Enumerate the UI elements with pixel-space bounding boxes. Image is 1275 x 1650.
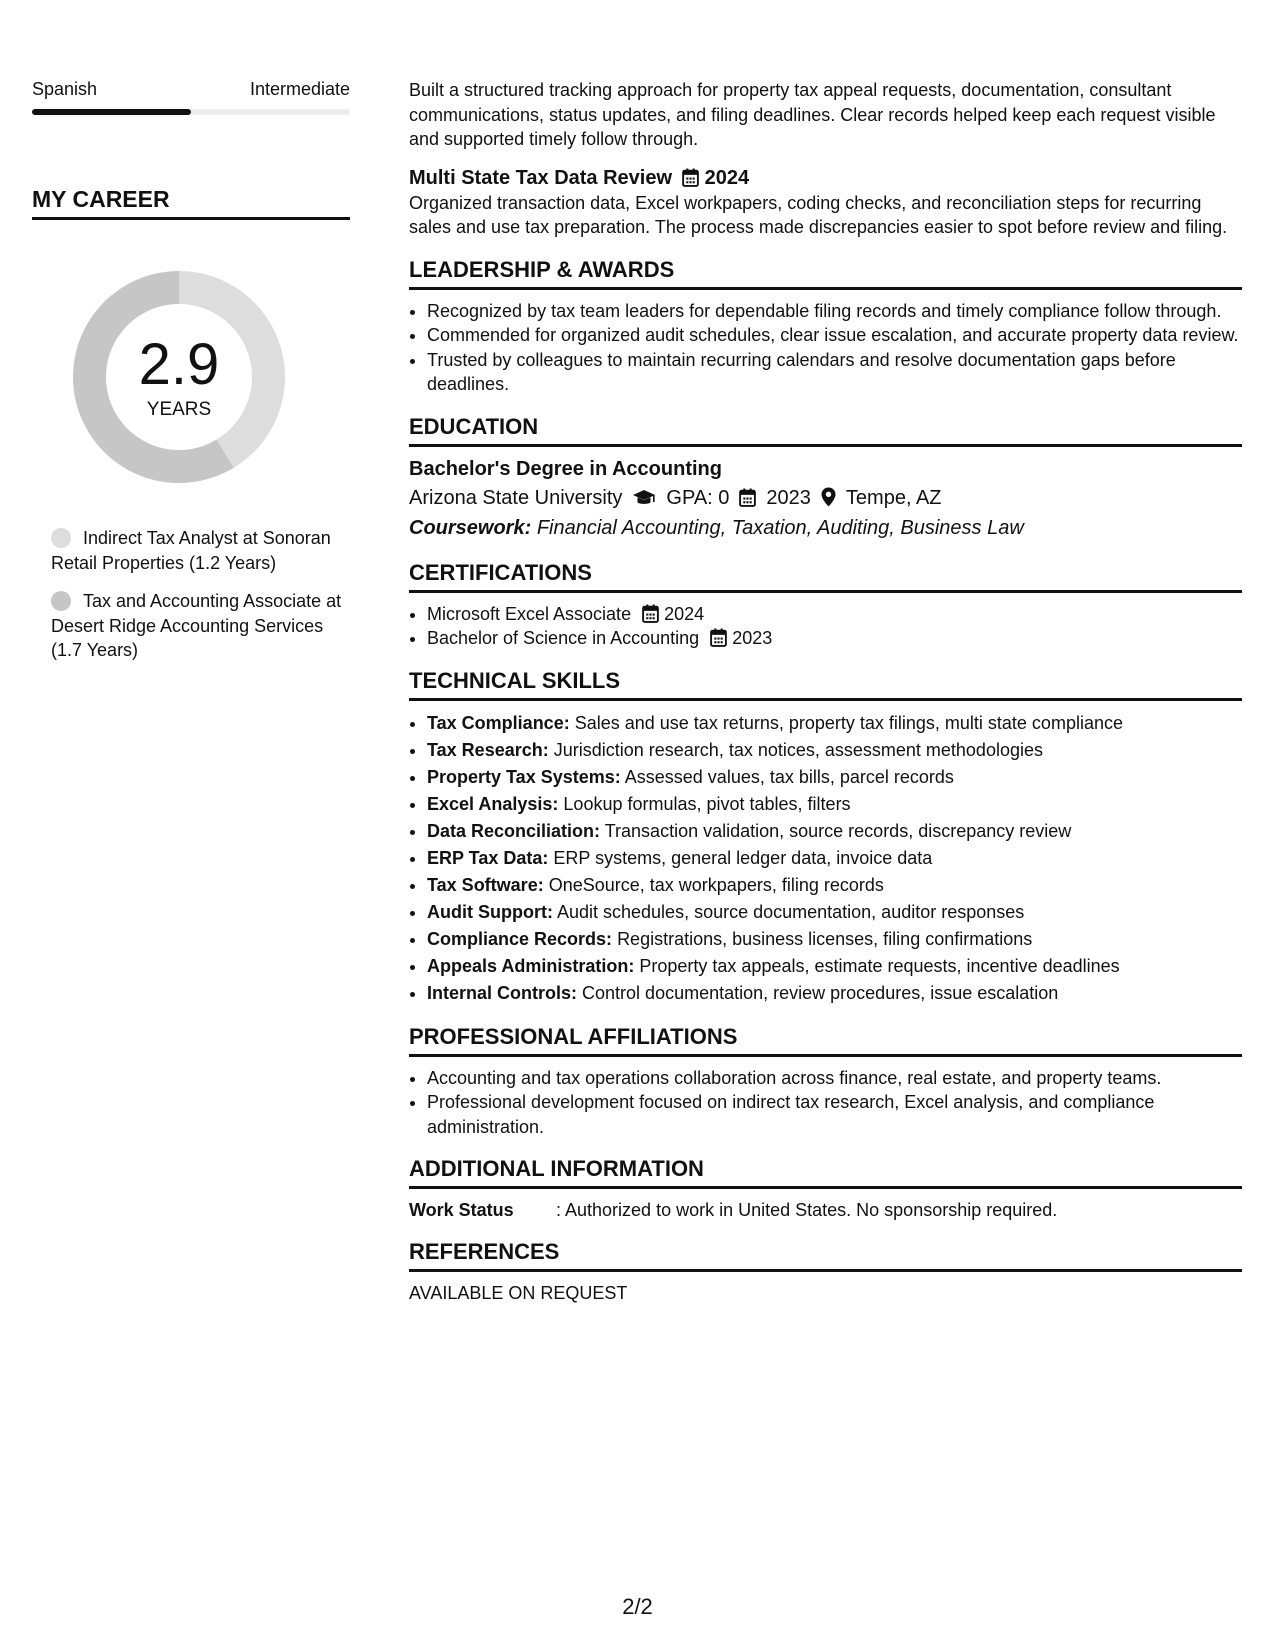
- certification-year: 2023: [732, 628, 773, 648]
- list-item: • Accounting and tax operations collaboration across finance, real estate, and property teams.: [427, 1066, 1242, 1091]
- career-donut-label: [66, 264, 292, 490]
- calendar-icon: [739, 488, 756, 507]
- skill-text: Lookup formulas, pivot tables, filters: [563, 793, 851, 814]
- education-details: [409, 483, 1242, 513]
- sidebar: [32, 78, 350, 677]
- calendar-icon: [710, 628, 727, 647]
- work-status-label: Work Status: [409, 1200, 514, 1220]
- coursework-label: Coursework:: [409, 516, 532, 539]
- skill-text: Property tax appeals, estimate requests, incentive deadlines: [639, 955, 1120, 976]
- skill-text: OneSource, tax workpapers, filing records: [548, 874, 884, 895]
- list-item: • Trusted by colleagues to maintain recurring calendars and resolve documentation gaps before deadlines.: [427, 348, 1242, 397]
- language-name: Spanish: [32, 79, 98, 99]
- career-legend-item: [51, 526, 350, 575]
- list-item: [427, 872, 1242, 899]
- language-proficiency-fill: [32, 109, 191, 115]
- school-name: Arizona State University: [409, 486, 623, 509]
- list-item: [427, 764, 1242, 791]
- list-item: [427, 980, 1242, 1007]
- project-name: Multi State Tax Data Review: [409, 166, 673, 189]
- skill-label: Data Reconciliation:: [427, 820, 601, 841]
- skill-text: ERP systems, general ledger data, invoice data: [553, 847, 933, 868]
- legend-dot-icon: [51, 528, 71, 548]
- skill-label: Audit Support:: [427, 901, 553, 922]
- legend-dot-icon: [51, 591, 71, 611]
- career-legend-label: Tax and Accounting Associate at Desert Ridge Accounting Services (1.7 Years): [51, 591, 342, 660]
- skill-text: Audit schedules, source documentation, auditor responses: [556, 901, 1025, 922]
- skill-label: Tax Compliance:: [427, 712, 570, 733]
- skill-text: Control documentation, review procedures, issue escalation: [582, 982, 1059, 1003]
- skill-text: Assessed values, tax bills, parcel records: [624, 766, 954, 787]
- list-item: [427, 845, 1242, 872]
- skill-label: Compliance Records:: [427, 928, 613, 949]
- map-pin-icon: [821, 487, 836, 507]
- skill-label: ERP Tax Data:: [427, 847, 549, 868]
- skills-heading: TECHNICAL SKILLS: [409, 667, 1242, 701]
- affiliations-list: [409, 1066, 1242, 1140]
- career-total-value: 2.9: [138, 332, 220, 397]
- language-level: Intermediate: [249, 79, 350, 99]
- project-title: [409, 165, 1242, 191]
- graduation-cap-icon: [632, 489, 656, 507]
- education-location: Tempe, AZ: [845, 486, 942, 509]
- language-proficiency-bar: [32, 109, 350, 115]
- work-status-value: : Authorized to work in United States. No sponsorship required.: [556, 1200, 1058, 1220]
- list-item: [427, 818, 1242, 845]
- references-text: AVAILABLE ON REQUEST: [409, 1283, 628, 1303]
- certifications-heading: CERTIFICATIONS: [409, 559, 1242, 593]
- degree-title: Bachelor's Degree in Accounting: [409, 457, 722, 480]
- list-item: • Professional development focused on indirect tax research, Excel analysis, and compliance administration.: [427, 1090, 1242, 1139]
- skill-label: Tax Research:: [427, 739, 549, 760]
- skill-text: Transaction validation, source records, discrepancy review: [604, 820, 1072, 841]
- skill-label: Appeals Administration:: [427, 955, 635, 976]
- education-heading: EDUCATION: [409, 413, 1242, 447]
- work-status-row: [409, 1198, 1242, 1222]
- list-item: [427, 737, 1242, 764]
- gpa: GPA: 0: [666, 486, 730, 509]
- skill-text: Registrations, business licenses, filing confirmations: [617, 928, 1033, 949]
- list-item: • Recognized by tax team leaders for dependable filing records and timely compliance follow through.: [427, 299, 1242, 324]
- page-number: 2/2: [622, 1594, 653, 1619]
- references-heading: REFERENCES: [409, 1238, 1242, 1272]
- additional-heading: ADDITIONAL INFORMATION: [409, 1155, 1242, 1189]
- leadership-list: [409, 299, 1242, 397]
- calendar-icon: [682, 168, 699, 187]
- certification-name: Microsoft Excel Associate: [427, 603, 632, 624]
- project-year: 2024: [704, 166, 750, 189]
- coursework-list: Financial Accounting, Taxation, Auditing, Business Law: [536, 516, 1024, 539]
- list-item: [427, 710, 1242, 737]
- main-content: [409, 78, 1242, 1305]
- list-item: [427, 926, 1242, 953]
- education-year: 2023: [766, 486, 811, 509]
- list-item: [427, 953, 1242, 980]
- list-item: [427, 899, 1242, 926]
- list-item: [427, 626, 1242, 651]
- certifications-list: [409, 602, 1242, 651]
- career-legend-item: [51, 589, 350, 663]
- skill-label: Tax Software:: [427, 874, 544, 895]
- career-total-unit: YEARS: [146, 399, 212, 420]
- affiliations-heading: PROFESSIONAL AFFILIATIONS: [409, 1023, 1242, 1057]
- project-description: Organized transaction data, Excel workpapers, coding checks, and reconciliation steps for recurring sales and use tax preparation. The process made discrepancies easier to spot before review and filing.: [409, 192, 1228, 237]
- coursework: [409, 513, 1242, 543]
- certification-year: 2024: [664, 603, 705, 624]
- skill-label: Property Tax Systems:: [427, 766, 621, 787]
- list-item: [427, 602, 1242, 627]
- skill-label: Excel Analysis:: [427, 793, 559, 814]
- list-item: • Commended for organized audit schedules, clear issue escalation, and accurate property data review.: [427, 323, 1242, 348]
- skill-label: Internal Controls:: [427, 982, 578, 1003]
- calendar-icon: [642, 604, 659, 623]
- career-title: MY CAREER: [32, 185, 350, 220]
- list-item: [427, 791, 1242, 818]
- skill-text: Jurisdiction research, tax notices, assessment methodologies: [553, 739, 1043, 760]
- language-row: [32, 78, 350, 100]
- certification-name: Bachelor of Science in Accounting: [427, 628, 700, 648]
- career-donut-chart: [66, 264, 292, 490]
- project-intro: Built a structured tracking approach for property tax appeal requests, documentation, consultant communications, status updates, and filing deadlines. Clear records helped keep each request visible and supported timely follow through.: [409, 80, 1216, 149]
- skills-list: [409, 710, 1242, 1007]
- leadership-heading: LEADERSHIP & AWARDS: [409, 256, 1242, 290]
- skill-text: Sales and use tax returns, property tax filings, multi state compliance: [574, 712, 1123, 733]
- career-legend-label: Indirect Tax Analyst at Sonoran Retail Properties (1.2 Years): [51, 528, 331, 573]
- career-legend: [32, 526, 350, 663]
